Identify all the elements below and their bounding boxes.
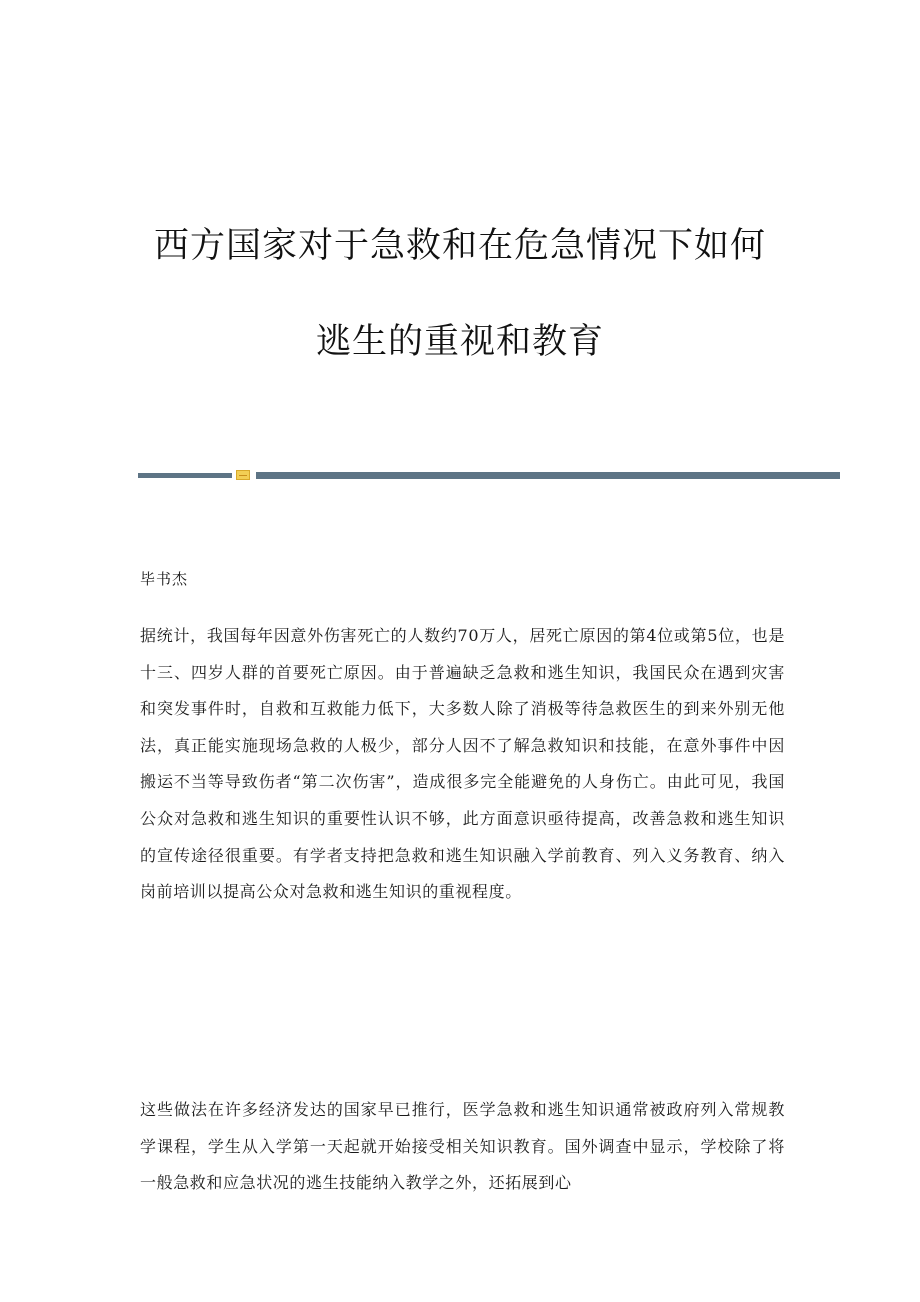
divider-bar-right — [256, 472, 840, 479]
author-name: 毕书杰 — [140, 570, 189, 588]
body-paragraph-1: 据统计，我国每年因意外伤害死亡的人数约70万人，居死亡原因的第4位或第5位，也是十三、四岁人群的首要死亡原因。由于普遍缺乏急救和逃生知识，我国民众在遇到灾害和突发事件时，自救和互救能力低下，大多数人除了消极等待急救医生的到来外别无他法，真正能实施现场急救的人极少，部分人因不了解急救知识和技能，在意外事件中因搬运不当等导致伤者“第二次伤害”，造成很多完全能避免的人身伤亡。由此可见，我国公众对急救和逃生知识的重要性认识不够，此方面意识亟待提高，改善急救和逃生知识的宣传途径很重要。有学者支持把急救和逃生知识融入学前教育、列入义务教育、纳入岗前培训以提高公众对急救和逃生知识的重视程度。 — [140, 626, 785, 902]
divider-bar-left — [138, 473, 232, 478]
document-title-line-2: 逃生的重视和教育 — [315, 322, 604, 362]
title-divider — [138, 470, 840, 480]
body-paragraph-2: 这些做法在许多经济发达的国家早已推行，医学急救和逃生知识通常被政府列入常规教学课程，学生从入学第一天起就开始接受相关知识教育。国外调查中显示，学校除了将一般急救和应急状况的逃生技能纳入教学之外，还拓展到心 — [140, 1100, 785, 1193]
divider-mark-icon — [236, 470, 250, 480]
document-title-line-1: 西方国家对于急救和在危急情况下如何 — [153, 226, 766, 266]
